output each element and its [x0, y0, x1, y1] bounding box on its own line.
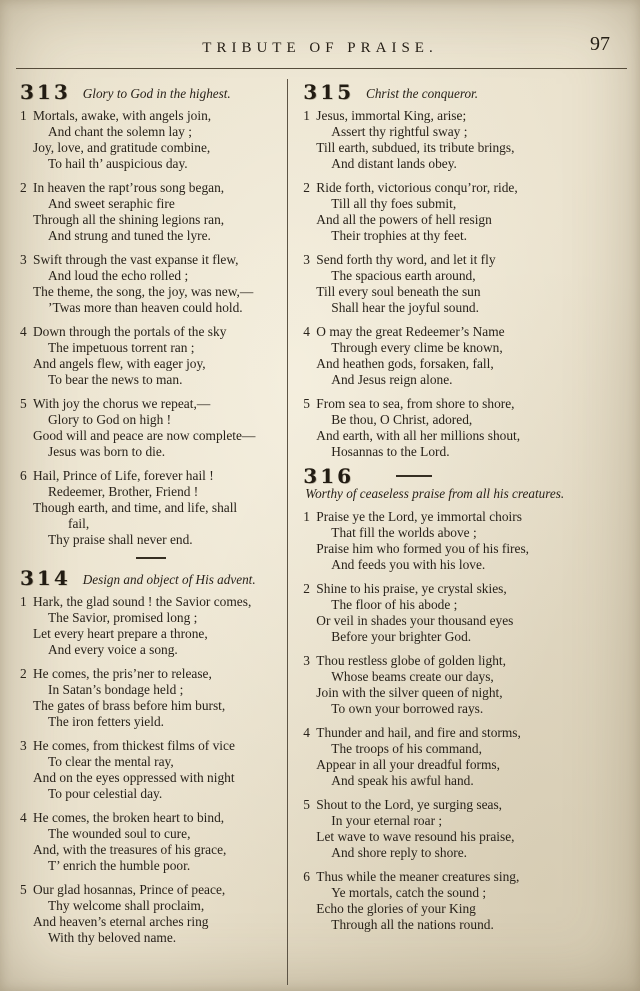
verse-number: 4	[20, 324, 27, 339]
hymn-verse	[303, 252, 630, 316]
verse-line: Be thou, O Christ, adored,	[331, 412, 473, 427]
verse-line: The wounded soul to cure,	[48, 826, 191, 841]
verse-line: Their trophies at thy feet.	[331, 228, 468, 243]
verse-line: With joy the chorus we repeat,—	[33, 396, 211, 411]
verse-line: And every voice a song.	[48, 642, 178, 657]
verse-line: The theme, the song, the joy, was new,—	[33, 284, 254, 299]
hymn-header	[20, 80, 281, 104]
verse-number: 4	[303, 724, 310, 740]
verse-line: Through all the nations round.	[331, 916, 494, 932]
verse-line: Join with the silver queen of night,	[316, 684, 503, 700]
page-header	[0, 33, 640, 66]
verse-line: T’ enrich the humble poor.	[48, 858, 191, 873]
verse-line: Till all thy foes submit,	[331, 196, 457, 211]
verse-line: To hail th’ auspicious day.	[48, 156, 188, 171]
hymn-header	[20, 566, 281, 590]
hymn-verse	[20, 738, 281, 802]
verse-number: 4	[20, 810, 27, 825]
verse-line: Shine to his praise, ye crystal skies,	[316, 580, 507, 596]
verse-line: He comes, the broken heart to bind,	[33, 810, 225, 825]
verse-line: Let wave to wave resound his praise,	[316, 828, 515, 844]
verse-line: fail,	[68, 516, 90, 531]
hymn-verse	[20, 594, 281, 658]
verse-number: 1	[20, 594, 27, 609]
verse-line: Redeemer, Brother, Friend !	[48, 484, 199, 499]
verse-line: Before your brighter God.	[331, 628, 472, 644]
verse-line: Though earth, and time, and life, shall	[33, 500, 238, 515]
verse-line: Jesus was born to die.	[48, 444, 166, 459]
hymn-verse	[20, 396, 281, 460]
verse-line: Hosannas to the Lord.	[331, 444, 450, 459]
hymn-verse	[303, 509, 630, 573]
hymn-314	[20, 566, 281, 946]
verse-line: In Satan’s bondage held ;	[48, 682, 184, 697]
verse-line: Thus while the meaner creatures sing,	[316, 868, 520, 884]
verse-line: Till earth, subdued, its tribute brings,	[316, 140, 515, 155]
hymn-313	[20, 80, 281, 559]
hymn-verse	[20, 252, 281, 316]
verse-line: And angels flew, with eager joy,	[33, 356, 206, 371]
verse-number: 5	[20, 882, 27, 897]
verse-number: 1	[303, 108, 310, 123]
verse-line: Echo the glories of your King	[316, 900, 476, 916]
verse-number: 1	[20, 108, 27, 123]
verse-line: And heathen gods, forsaken, fall,	[316, 356, 494, 371]
text-columns	[0, 76, 640, 985]
verse-line: Ye mortals, catch the sound ;	[331, 884, 487, 900]
verse-number: 3	[20, 738, 27, 753]
verse-line: From sea to sea, from shore to shore,	[316, 396, 515, 411]
verse-line: Assert thy rightful sway ;	[331, 124, 468, 139]
verse-line: And speak his awful hand.	[331, 772, 474, 788]
hymn-number: 313	[20, 80, 71, 104]
hymn-header	[303, 464, 630, 488]
verse-line: And sweet seraphic fire	[48, 196, 175, 211]
verse-line: Praise ye the Lord, ye immortal choirs	[316, 508, 522, 524]
verse-line: Shall hear the joyful sound.	[331, 300, 479, 315]
hymn-verse	[303, 797, 630, 861]
hymn-verse	[20, 882, 281, 946]
verse-line: The iron fetters yield.	[48, 714, 165, 729]
hymn-verse	[303, 869, 630, 933]
verse-line: Thunder and hail, and fire and storms,	[316, 724, 521, 740]
hymn-verse	[20, 810, 281, 874]
verse-line: And loud the echo rolled ;	[48, 268, 189, 283]
verse-number: 3	[303, 252, 310, 267]
verse-number: 2	[303, 580, 310, 596]
hymn-verse	[303, 653, 630, 717]
verse-line: And feeds you with his love.	[331, 556, 486, 572]
hymn-315	[303, 80, 630, 460]
verse-number: 3	[303, 652, 310, 668]
hymn-number: 316	[303, 464, 355, 488]
verse-line: And, with the treasures of his grace,	[33, 842, 227, 857]
hymn-number: 315	[303, 80, 355, 104]
hymn-title: Worthy of ceaseless praise from all his creatures.	[305, 486, 565, 501]
verse-line: Appear in all your dreadful forms,	[316, 756, 500, 772]
verse-number: 3	[20, 252, 27, 267]
verse-number: 5	[20, 396, 27, 411]
verse-line: To bear the news to man.	[48, 372, 183, 387]
verse-number: 6	[303, 868, 310, 884]
verse-number: 1	[303, 508, 310, 524]
verse-line: And Jesus reign alone.	[331, 372, 453, 387]
verse-number: 4	[303, 324, 310, 339]
verse-line: He comes, from thickest films of vice	[33, 738, 235, 753]
verse-line: Good will and peace are now complete—	[33, 428, 256, 443]
verse-line: Glory to God on high !	[48, 412, 172, 427]
verse-line: And strung and tuned the lyre.	[48, 228, 211, 243]
verse-line: Through every clime be known,	[331, 340, 503, 355]
verse-line: To own your borrowed rays.	[331, 700, 484, 716]
verse-number: 5	[303, 796, 310, 812]
hymn-title: Glory to God in the highest.	[82, 86, 231, 101]
verse-line: Thy praise shall never end.	[48, 532, 193, 547]
header-rule	[16, 68, 627, 69]
verse-line: Praise him who formed you of his fires,	[316, 540, 530, 556]
verse-line: Through all the shining legions ran,	[33, 212, 225, 227]
verse-line: ’Twas more than heaven could hold.	[48, 300, 243, 315]
hymn-verse	[303, 396, 630, 460]
hymn-verse	[303, 180, 630, 244]
verse-number: 6	[20, 468, 27, 483]
verse-line: Thou restless globe of golden light,	[316, 652, 506, 668]
verse-line: Hail, Prince of Life, forever hail !	[33, 468, 214, 483]
hymn-verse	[303, 725, 630, 789]
left-column	[0, 76, 287, 985]
verse-line: The gates of brass before him burst,	[33, 698, 226, 713]
page-number: 97	[590, 33, 610, 55]
running-title: TRIBUTE OF PRAISE.	[202, 40, 438, 56]
verse-line: And chant the solemn lay ;	[48, 124, 192, 139]
verse-line: With thy beloved name.	[48, 930, 177, 945]
verse-line: Hark, the glad sound ! the Savior comes,	[33, 594, 252, 609]
verse-line: In your eternal roar ;	[331, 812, 443, 828]
dash-rule	[396, 475, 432, 477]
hymn-verse	[20, 108, 281, 172]
verse-line: Till every soul beneath the sun	[316, 284, 481, 299]
verse-line: The Savior, promised long ;	[48, 610, 198, 625]
verse-line: And shore reply to shore.	[331, 844, 468, 860]
right-column	[288, 76, 640, 985]
verse-line: Let every heart prepare a throne,	[33, 626, 208, 641]
verse-line: Joy, love, and gratitude combine,	[33, 140, 211, 155]
verse-line: The impetuous torrent ran ;	[48, 340, 195, 355]
verse-line: And distant lands obey.	[331, 156, 457, 171]
verse-line: Mortals, awake, with angels join,	[33, 108, 212, 123]
verse-number: 2	[20, 666, 27, 681]
hymn-316	[303, 464, 630, 933]
verse-line: And on the eyes oppressed with night	[33, 770, 235, 785]
verse-number: 2	[303, 180, 310, 195]
verse-line: Thy welcome shall proclaim,	[48, 898, 205, 913]
verse-line: To pour celestial day.	[48, 786, 163, 801]
hymn-verse	[20, 324, 281, 388]
verse-line: Swift through the vast expanse it flew,	[33, 252, 239, 267]
verse-line: And earth, with all her millions shout,	[316, 428, 521, 443]
hymn-title: Christ the conqueror.	[366, 86, 479, 101]
hymn-number: 314	[20, 566, 71, 590]
verse-line: Jesus, immortal King, arise;	[316, 108, 467, 123]
hymn-title: Design and object of His advent.	[82, 572, 256, 587]
verse-number: 2	[20, 180, 27, 195]
verse-line: Down through the portals of the sky	[33, 324, 227, 339]
verse-line: And all the powers of hell resign	[316, 212, 492, 227]
hymn-verse	[303, 108, 630, 172]
verse-line: Or veil in shades your thousand eyes	[316, 612, 514, 628]
verse-line: The troops of his command,	[331, 740, 482, 756]
verse-line: Send forth thy word, and let it fly	[316, 252, 496, 267]
verse-number: 5	[303, 396, 310, 411]
verse-line: Whose beams create our days,	[331, 668, 494, 684]
verse-line: The floor of his abode ;	[331, 596, 458, 612]
verse-line: The spacious earth around,	[331, 268, 476, 283]
verse-line: To clear the mental ray,	[48, 754, 174, 769]
hymn-header	[303, 80, 630, 104]
hymn-verse	[20, 468, 281, 548]
verse-line: In heaven the rapt’rous song began,	[33, 180, 225, 195]
hymn-verse	[303, 324, 630, 388]
verse-line: Shout to the Lord, ye surging seas,	[316, 796, 503, 812]
verse-line: That fill the worlds above ;	[331, 524, 477, 540]
verse-line: And heaven’s eternal arches ring	[33, 914, 209, 929]
hymn-verse	[20, 666, 281, 730]
hymn-verse	[303, 581, 630, 645]
hymn-verse	[20, 180, 281, 244]
verse-line: Ride forth, victorious conqu’ror, ride,	[316, 180, 518, 195]
section-divider	[136, 557, 166, 559]
verse-line: Our glad hosannas, Prince of peace,	[33, 882, 226, 897]
verse-line: O may the great Redeemer’s Name	[316, 324, 505, 339]
verse-line: He comes, the pris’ner to release,	[33, 666, 212, 681]
